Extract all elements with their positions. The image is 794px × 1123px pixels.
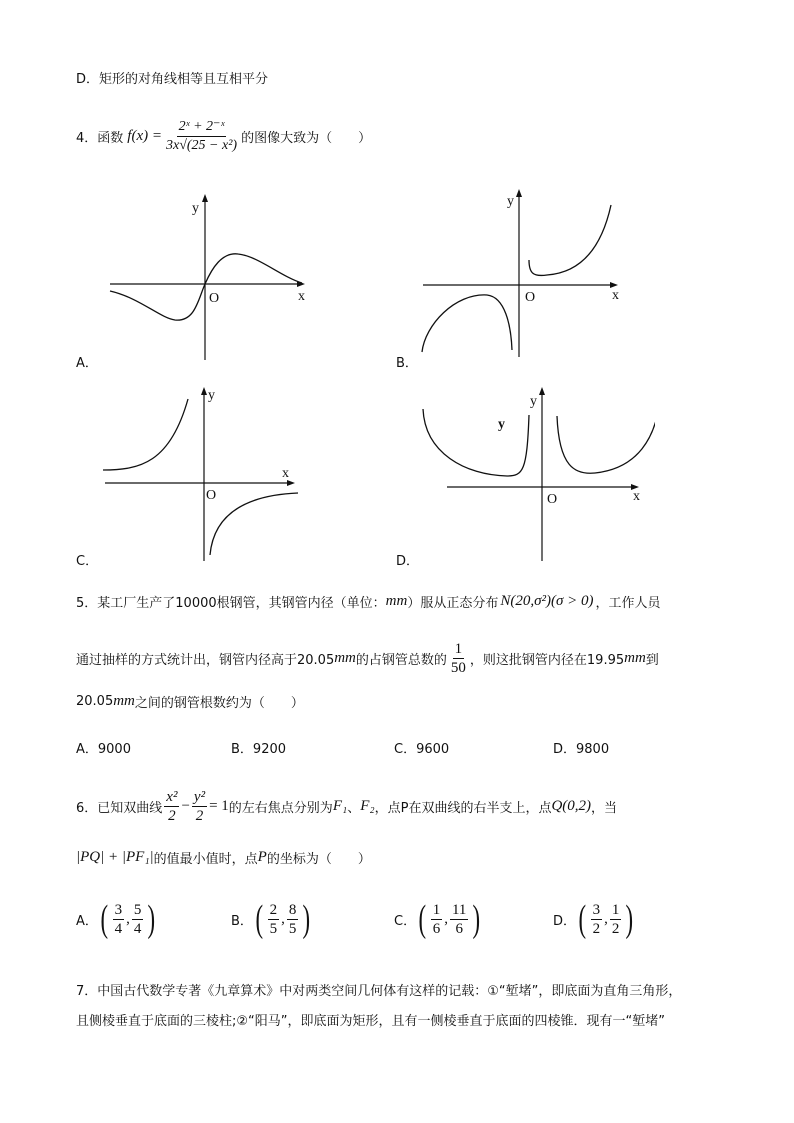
coord-x (268, 901, 280, 938)
q5-text: 的占钢管总数的 (355, 653, 447, 668)
q6-text: 的值最小值时，点 (153, 852, 258, 867)
option-d-label: D． (396, 554, 420, 569)
fraction-numerator: 11 (451, 901, 467, 918)
curve-c-left (103, 399, 188, 470)
origin-label: O (209, 291, 220, 306)
fraction-denominator: 2 (592, 920, 601, 937)
minus-sign: − (181, 798, 190, 814)
origin-label: O (525, 290, 536, 305)
right-paren: ) (625, 898, 634, 940)
fraction-denominator: 4 (114, 920, 123, 937)
focus-f1: F₁ (332, 798, 348, 814)
fraction-denominator: 5 (288, 920, 297, 937)
fraction-numerator: 3 (114, 901, 123, 918)
y-label: y (192, 201, 199, 216)
x-label: x (282, 466, 289, 481)
option-label: B． (231, 913, 253, 929)
q5-text: ，则这批钢管内径在19.95 (469, 653, 625, 668)
right-paren: ) (302, 898, 311, 940)
function-fraction (164, 118, 239, 155)
q5-line-3 (76, 692, 304, 711)
y-axis-arrow (202, 194, 208, 202)
fraction-denominator: 50 (450, 660, 466, 676)
q5-text: 到 (645, 653, 659, 668)
q5-line-1 (76, 592, 661, 611)
coord-y (132, 901, 144, 938)
origin-label: O (206, 488, 217, 503)
q7-line-2: 且侧棱垂直于底面的三棱柱;②“阳马”，即底面为矩形，且有一侧棱垂直于底面的四棱锥．现有一“堑堵” (76, 1014, 665, 1029)
comma: , (444, 910, 448, 927)
q5-line-2 (76, 640, 659, 677)
comma: , (281, 910, 285, 927)
unit-mm: mm (334, 650, 356, 666)
distance-expression: |PQ| + |PF₁| (76, 849, 154, 865)
comma: , (126, 910, 130, 927)
normal-distribution: N(20,σ²)(σ > 0) (500, 593, 594, 609)
x-label: x (298, 289, 305, 304)
curve-d-right (557, 383, 655, 473)
x-label: x (633, 489, 640, 504)
point-q: Q(0,2) (551, 798, 592, 814)
fraction-numerator: 3 (592, 901, 601, 918)
unit-mm: mm (385, 593, 408, 609)
fraction-denominator: 6 (455, 920, 463, 937)
fraction-denominator: 2 (611, 920, 620, 937)
fraction-numerator: y² (193, 789, 206, 805)
option-c-label: C． (76, 554, 99, 569)
curve-c-right (210, 493, 298, 555)
fraction-numerator: x² (166, 789, 178, 805)
q6-text: 的坐标为（ ） (266, 852, 371, 867)
coord-y (610, 901, 622, 938)
fraction-numerator: 2ˣ + 2⁻ˣ (177, 118, 227, 137)
q6-text: ，点P在双曲线的右半支上，点 (374, 801, 552, 816)
curve-d-left (423, 409, 529, 476)
q5-text: 某工厂生产了10000根钢管，其钢管内径（单位： (97, 596, 386, 611)
q6-line-2 (76, 848, 371, 867)
q7-line-1 (76, 980, 681, 999)
left-paren: ( (100, 898, 109, 940)
coord-x (431, 901, 443, 938)
fraction-numerator: 1 (432, 901, 441, 918)
curve-b-right (529, 205, 611, 275)
point-p: P (257, 849, 267, 865)
y-label: y (530, 394, 537, 409)
equation-rhs: = 1 (209, 798, 229, 814)
q6-text: 已知双曲线 (97, 801, 163, 816)
graph-d (415, 383, 655, 563)
y-squared-over-2 (192, 788, 207, 825)
q6-option-a (76, 900, 158, 938)
coord-y (287, 901, 299, 938)
q6-text: ，当 (591, 801, 618, 816)
unit-mm: mm (624, 650, 646, 666)
fraction-1-50 (449, 640, 468, 677)
left-paren: ( (418, 898, 427, 940)
fraction-denominator: 6 (432, 920, 441, 937)
y-label-stray: y (498, 417, 505, 432)
q3-option-d: D．矩形的对角线相等且互相平分 (76, 72, 269, 87)
fraction-numerator: 8 (288, 901, 297, 918)
x-squared-over-2 (164, 788, 179, 825)
coord-x (113, 901, 125, 938)
y-axis-arrow (516, 189, 522, 197)
fraction-numerator: 5 (133, 901, 142, 918)
fraction-numerator: 1 (454, 641, 463, 657)
q5-text: 之间的钢管根数约为（ ） (134, 696, 304, 711)
option-label: A． (76, 913, 98, 929)
right-paren: ) (472, 898, 481, 940)
q4-stem (76, 118, 371, 155)
graph-a (100, 190, 320, 365)
x-label: x (612, 288, 619, 303)
coord-y (450, 901, 468, 938)
q5-option-d: D．9800 (553, 742, 610, 757)
option-b-label: B． (396, 356, 418, 371)
curve-a (110, 254, 302, 320)
unit-mm: mm (113, 693, 135, 709)
question-number: 5． (76, 596, 98, 611)
left-paren: ( (255, 898, 264, 940)
fraction-denominator: 5 (269, 920, 278, 937)
q6-text: 、 (347, 801, 361, 816)
fraction-denominator: 2 (195, 808, 204, 824)
fraction-denominator: 3x√(25 − x²) (165, 138, 238, 153)
coord-x (591, 901, 603, 938)
comma: , (604, 910, 608, 927)
q5-option-a: A．9000 (76, 742, 131, 757)
graph-c (100, 383, 310, 563)
q5-option-b: B．9200 (231, 742, 287, 757)
q6-option-d (553, 900, 636, 938)
question-number: 7． (76, 984, 98, 999)
question-number: 6． (76, 801, 98, 816)
q4-prefix: 函数 (97, 131, 124, 146)
function-name: f(x) = (127, 128, 162, 144)
y-label: y (208, 388, 215, 403)
question-number: 4． (76, 131, 98, 146)
q6-line-1 (76, 788, 617, 825)
q5-text: 20.05 (76, 694, 114, 709)
y-axis-arrow (201, 387, 207, 395)
fraction-denominator: 4 (133, 920, 142, 937)
q4-suffix: 的图像大致为（ ） (241, 131, 372, 146)
fraction-numerator: 2 (269, 901, 278, 918)
right-paren: ) (147, 898, 156, 940)
origin-label: O (547, 492, 558, 507)
q5-text: ，工作人员 (595, 596, 661, 611)
option-a-label: A． (76, 356, 98, 371)
left-paren: ( (578, 898, 587, 940)
option-label: D． (553, 913, 577, 929)
focus-f2: F₂ (360, 798, 375, 814)
q5-option-c: C．9600 (394, 742, 450, 757)
fraction-denominator: 2 (168, 808, 176, 824)
option-label: C． (394, 913, 417, 929)
q6-text: 的左右焦点分别为 (228, 801, 333, 816)
y-axis-arrow (539, 387, 545, 395)
q6-option-c (394, 900, 483, 938)
q6-option-b (231, 900, 313, 938)
fraction-numerator: 1 (611, 901, 620, 918)
graph-b (415, 185, 635, 360)
q5-text: 通过抽样的方式统计出，钢管内径高于20.05 (76, 653, 335, 668)
q5-text: ）服从正态分布 (407, 596, 499, 611)
q7-text: 中国古代数学专著《九章算术》中对两类空间几何体有这样的记载：①“堑堵”，即底面为直角三角形， (97, 984, 682, 999)
y-label: y (507, 194, 514, 209)
curve-b-left (422, 295, 512, 352)
